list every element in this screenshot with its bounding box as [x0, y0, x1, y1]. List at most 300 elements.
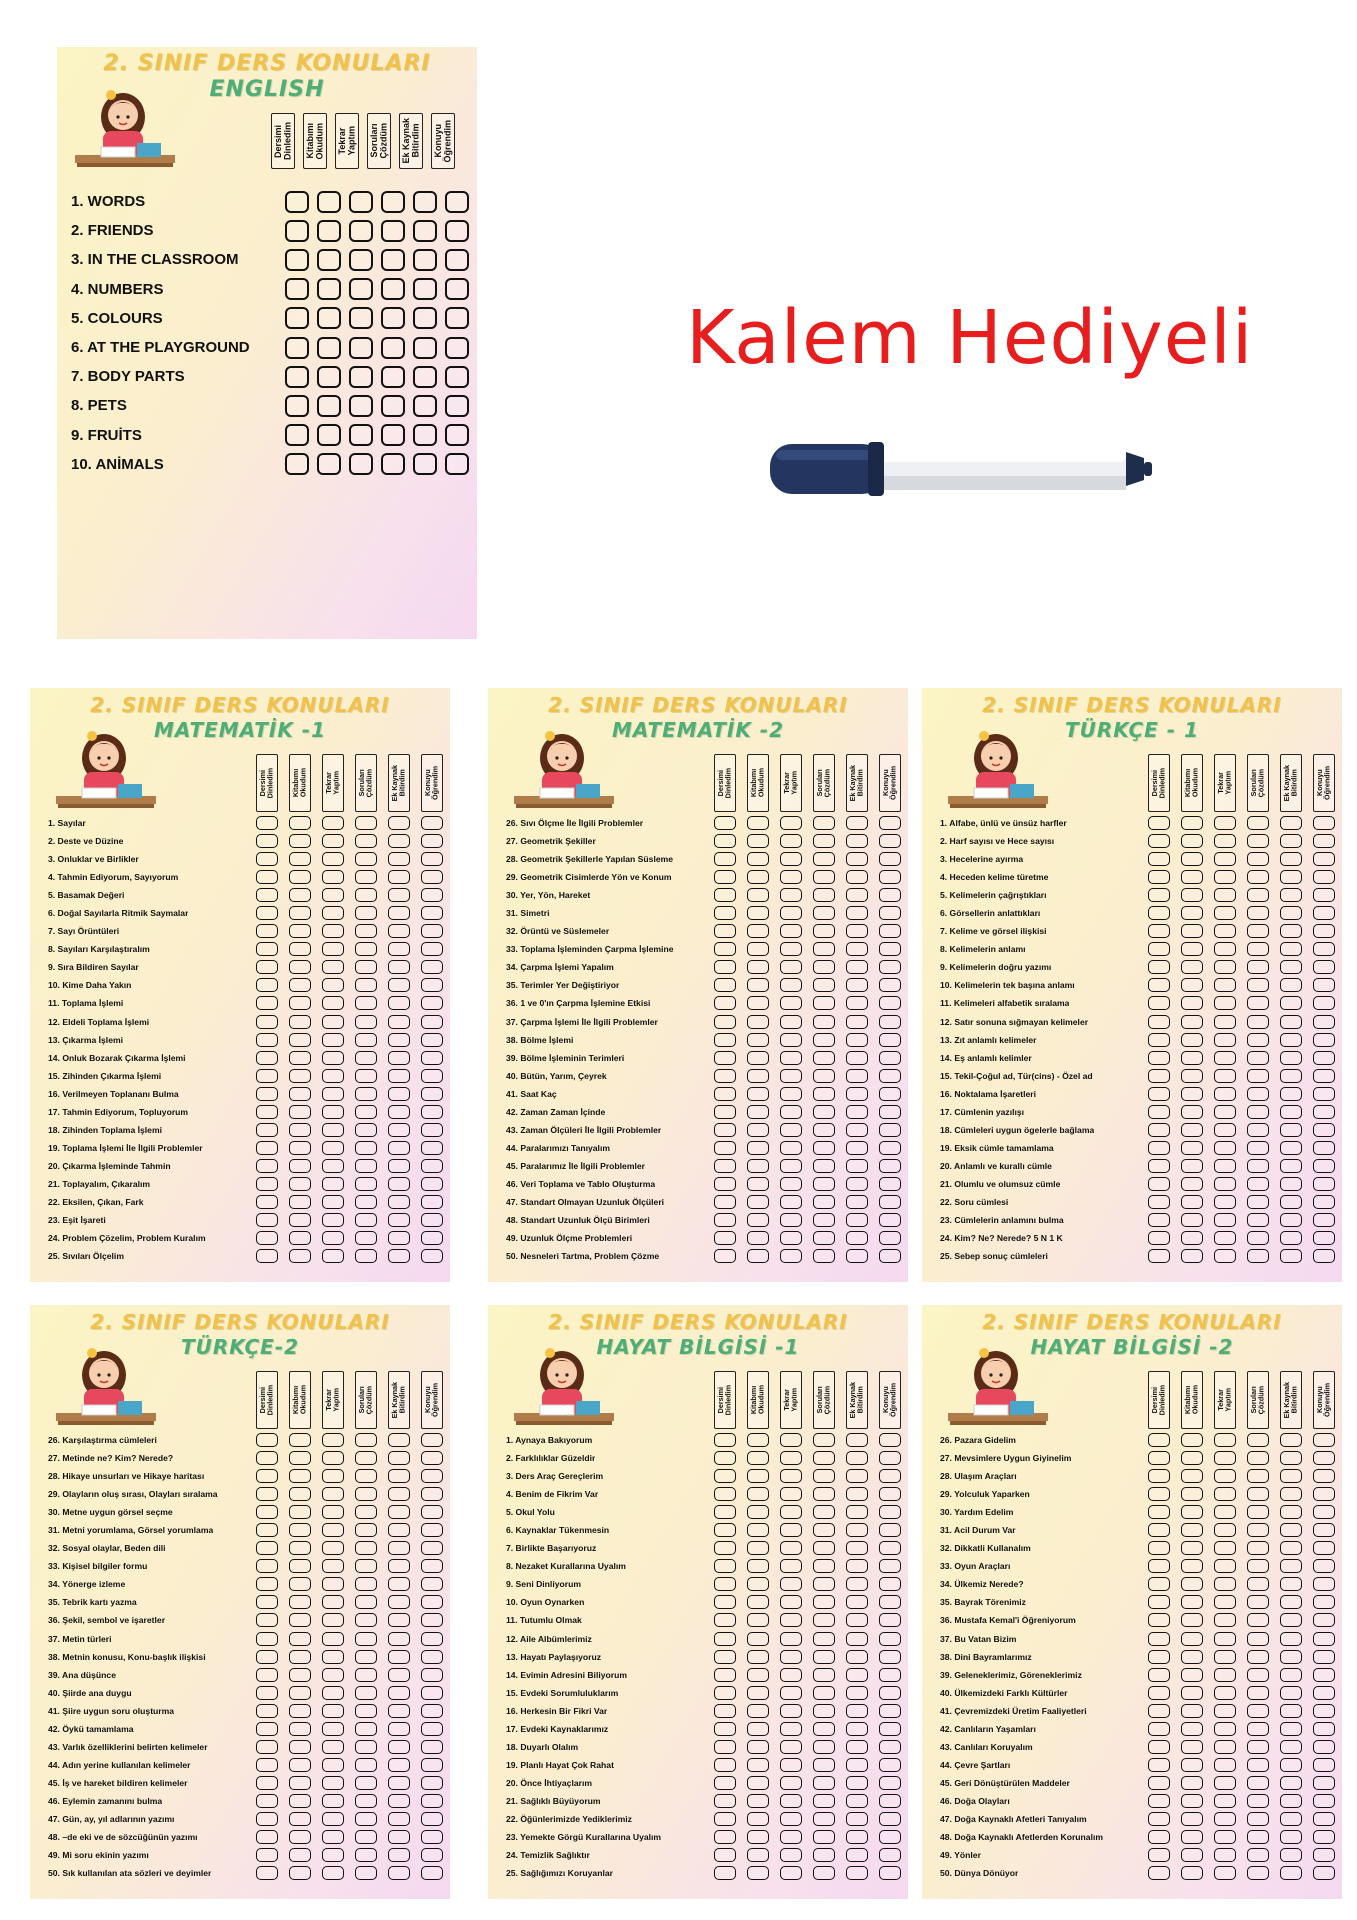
progress-checkbox[interactable]: [1148, 1123, 1170, 1137]
progress-checkbox[interactable]: [846, 1433, 868, 1447]
progress-checkbox[interactable]: [846, 1722, 868, 1736]
progress-checkbox[interactable]: [355, 1105, 377, 1119]
progress-checkbox[interactable]: [322, 1704, 344, 1718]
progress-checkbox[interactable]: [879, 1487, 901, 1501]
progress-checkbox[interactable]: [289, 1686, 311, 1700]
progress-checkbox[interactable]: [714, 1051, 736, 1065]
progress-checkbox[interactable]: [256, 1231, 278, 1245]
progress-checkbox[interactable]: [256, 816, 278, 830]
progress-checkbox[interactable]: [322, 960, 344, 974]
progress-checkbox[interactable]: [747, 1051, 769, 1065]
progress-checkbox[interactable]: [256, 1433, 278, 1447]
progress-checkbox[interactable]: [388, 834, 410, 848]
progress-checkbox[interactable]: [1313, 1613, 1335, 1627]
progress-checkbox[interactable]: [355, 1812, 377, 1826]
progress-checkbox[interactable]: [355, 1632, 377, 1646]
progress-checkbox[interactable]: [322, 1776, 344, 1790]
progress-checkbox[interactable]: [349, 307, 373, 329]
progress-checkbox[interactable]: [355, 888, 377, 902]
progress-checkbox[interactable]: [413, 453, 437, 475]
progress-checkbox[interactable]: [1247, 1451, 1269, 1465]
progress-checkbox[interactable]: [256, 1051, 278, 1065]
progress-checkbox[interactable]: [1247, 1177, 1269, 1191]
progress-checkbox[interactable]: [289, 1523, 311, 1537]
progress-checkbox[interactable]: [780, 1195, 802, 1209]
progress-checkbox[interactable]: [322, 1523, 344, 1537]
progress-checkbox[interactable]: [388, 1523, 410, 1537]
progress-checkbox[interactable]: [1148, 1740, 1170, 1754]
progress-checkbox[interactable]: [256, 1087, 278, 1101]
progress-checkbox[interactable]: [413, 395, 437, 417]
progress-checkbox[interactable]: [879, 1451, 901, 1465]
progress-checkbox[interactable]: [1247, 1087, 1269, 1101]
progress-checkbox[interactable]: [388, 942, 410, 956]
progress-checkbox[interactable]: [355, 1866, 377, 1880]
progress-checkbox[interactable]: [289, 978, 311, 992]
progress-checkbox[interactable]: [1280, 1087, 1302, 1101]
progress-checkbox[interactable]: [846, 1249, 868, 1263]
progress-checkbox[interactable]: [388, 1105, 410, 1119]
progress-checkbox[interactable]: [747, 1776, 769, 1790]
progress-checkbox[interactable]: [1280, 1195, 1302, 1209]
progress-checkbox[interactable]: [879, 1105, 901, 1119]
progress-checkbox[interactable]: [289, 1015, 311, 1029]
progress-checkbox[interactable]: [256, 1559, 278, 1573]
progress-checkbox[interactable]: [879, 1613, 901, 1627]
progress-checkbox[interactable]: [1313, 1469, 1335, 1483]
progress-checkbox[interactable]: [1313, 1487, 1335, 1501]
progress-checkbox[interactable]: [285, 366, 309, 388]
progress-checkbox[interactable]: [747, 1559, 769, 1573]
progress-checkbox[interactable]: [1313, 1830, 1335, 1844]
progress-checkbox[interactable]: [256, 942, 278, 956]
progress-checkbox[interactable]: [388, 816, 410, 830]
progress-checkbox[interactable]: [317, 424, 341, 446]
progress-checkbox[interactable]: [747, 1794, 769, 1808]
progress-checkbox[interactable]: [1313, 942, 1335, 956]
progress-checkbox[interactable]: [1280, 1740, 1302, 1754]
progress-checkbox[interactable]: [289, 1722, 311, 1736]
progress-checkbox[interactable]: [322, 1033, 344, 1047]
progress-checkbox[interactable]: [1247, 1051, 1269, 1065]
progress-checkbox[interactable]: [1214, 1704, 1236, 1718]
progress-checkbox[interactable]: [388, 1577, 410, 1591]
progress-checkbox[interactable]: [1214, 1469, 1236, 1483]
progress-checkbox[interactable]: [879, 1051, 901, 1065]
progress-checkbox[interactable]: [355, 870, 377, 884]
progress-checkbox[interactable]: [421, 1650, 443, 1664]
progress-checkbox[interactable]: [1313, 1650, 1335, 1664]
progress-checkbox[interactable]: [1181, 816, 1203, 830]
progress-checkbox[interactable]: [1181, 1505, 1203, 1519]
progress-checkbox[interactable]: [813, 1249, 835, 1263]
progress-checkbox[interactable]: [413, 191, 437, 213]
progress-checkbox[interactable]: [355, 924, 377, 938]
progress-checkbox[interactable]: [747, 1087, 769, 1101]
progress-checkbox[interactable]: [1280, 978, 1302, 992]
progress-checkbox[interactable]: [1280, 1812, 1302, 1826]
progress-checkbox[interactable]: [1214, 1866, 1236, 1880]
progress-checkbox[interactable]: [1148, 996, 1170, 1010]
progress-checkbox[interactable]: [1247, 1105, 1269, 1119]
progress-checkbox[interactable]: [747, 942, 769, 956]
progress-checkbox[interactable]: [355, 834, 377, 848]
progress-checkbox[interactable]: [1313, 978, 1335, 992]
progress-checkbox[interactable]: [1214, 1776, 1236, 1790]
progress-checkbox[interactable]: [289, 1812, 311, 1826]
progress-checkbox[interactable]: [1181, 1105, 1203, 1119]
progress-checkbox[interactable]: [289, 906, 311, 920]
progress-checkbox[interactable]: [879, 1595, 901, 1609]
progress-checkbox[interactable]: [813, 1848, 835, 1862]
progress-checkbox[interactable]: [1313, 1776, 1335, 1790]
progress-checkbox[interactable]: [445, 395, 469, 417]
progress-checkbox[interactable]: [388, 1722, 410, 1736]
progress-checkbox[interactable]: [780, 1848, 802, 1862]
progress-checkbox[interactable]: [846, 1213, 868, 1227]
progress-checkbox[interactable]: [322, 834, 344, 848]
progress-checkbox[interactable]: [879, 1523, 901, 1537]
progress-checkbox[interactable]: [1148, 1866, 1170, 1880]
progress-checkbox[interactable]: [1313, 1249, 1335, 1263]
progress-checkbox[interactable]: [1280, 1213, 1302, 1227]
progress-checkbox[interactable]: [1181, 1686, 1203, 1700]
progress-checkbox[interactable]: [879, 1213, 901, 1227]
progress-checkbox[interactable]: [322, 1069, 344, 1083]
progress-checkbox[interactable]: [256, 870, 278, 884]
progress-checkbox[interactable]: [846, 942, 868, 956]
progress-checkbox[interactable]: [813, 1069, 835, 1083]
progress-checkbox[interactable]: [714, 1668, 736, 1682]
progress-checkbox[interactable]: [1214, 1159, 1236, 1173]
progress-checkbox[interactable]: [747, 1758, 769, 1772]
progress-checkbox[interactable]: [388, 1559, 410, 1573]
progress-checkbox[interactable]: [1181, 1812, 1203, 1826]
progress-checkbox[interactable]: [445, 249, 469, 271]
progress-checkbox[interactable]: [813, 1794, 835, 1808]
progress-checkbox[interactable]: [1181, 1632, 1203, 1646]
progress-checkbox[interactable]: [846, 1069, 868, 1083]
progress-checkbox[interactable]: [388, 1087, 410, 1101]
progress-checkbox[interactable]: [780, 906, 802, 920]
progress-checkbox[interactable]: [1280, 888, 1302, 902]
progress-checkbox[interactable]: [747, 1177, 769, 1191]
progress-checkbox[interactable]: [879, 1159, 901, 1173]
progress-checkbox[interactable]: [1247, 1740, 1269, 1754]
progress-checkbox[interactable]: [846, 1487, 868, 1501]
progress-checkbox[interactable]: [1313, 1231, 1335, 1245]
progress-checkbox[interactable]: [256, 1159, 278, 1173]
progress-checkbox[interactable]: [747, 1740, 769, 1754]
progress-checkbox[interactable]: [879, 1231, 901, 1245]
progress-checkbox[interactable]: [355, 1613, 377, 1627]
progress-checkbox[interactable]: [846, 906, 868, 920]
progress-checkbox[interactable]: [1181, 906, 1203, 920]
progress-checkbox[interactable]: [846, 1195, 868, 1209]
progress-checkbox[interactable]: [421, 1848, 443, 1862]
progress-checkbox[interactable]: [1280, 1776, 1302, 1790]
progress-checkbox[interactable]: [1148, 1577, 1170, 1591]
progress-checkbox[interactable]: [813, 1632, 835, 1646]
progress-checkbox[interactable]: [846, 1686, 868, 1700]
progress-checkbox[interactable]: [388, 1613, 410, 1627]
progress-checkbox[interactable]: [780, 1069, 802, 1083]
progress-checkbox[interactable]: [1181, 924, 1203, 938]
progress-checkbox[interactable]: [1280, 1866, 1302, 1880]
progress-checkbox[interactable]: [846, 1794, 868, 1808]
progress-checkbox[interactable]: [355, 1686, 377, 1700]
progress-checkbox[interactable]: [388, 1249, 410, 1263]
progress-checkbox[interactable]: [1214, 1613, 1236, 1627]
progress-checkbox[interactable]: [256, 1015, 278, 1029]
progress-checkbox[interactable]: [1247, 1595, 1269, 1609]
progress-checkbox[interactable]: [388, 870, 410, 884]
progress-checkbox[interactable]: [813, 942, 835, 956]
progress-checkbox[interactable]: [256, 1704, 278, 1718]
progress-checkbox[interactable]: [256, 1541, 278, 1555]
progress-checkbox[interactable]: [1181, 1051, 1203, 1065]
progress-checkbox[interactable]: [355, 906, 377, 920]
progress-checkbox[interactable]: [317, 191, 341, 213]
progress-checkbox[interactable]: [289, 1758, 311, 1772]
progress-checkbox[interactable]: [1247, 996, 1269, 1010]
progress-checkbox[interactable]: [1247, 816, 1269, 830]
progress-checkbox[interactable]: [747, 1015, 769, 1029]
progress-checkbox[interactable]: [780, 1577, 802, 1591]
progress-checkbox[interactable]: [421, 1249, 443, 1263]
progress-checkbox[interactable]: [1181, 942, 1203, 956]
progress-checkbox[interactable]: [1181, 1469, 1203, 1483]
progress-checkbox[interactable]: [813, 1541, 835, 1555]
progress-checkbox[interactable]: [846, 1231, 868, 1245]
progress-checkbox[interactable]: [1313, 1758, 1335, 1772]
progress-checkbox[interactable]: [322, 1195, 344, 1209]
progress-checkbox[interactable]: [846, 924, 868, 938]
progress-checkbox[interactable]: [1148, 1051, 1170, 1065]
progress-checkbox[interactable]: [256, 1668, 278, 1682]
progress-checkbox[interactable]: [421, 960, 443, 974]
progress-checkbox[interactable]: [1280, 1231, 1302, 1245]
progress-checkbox[interactable]: [1181, 1704, 1203, 1718]
progress-checkbox[interactable]: [285, 307, 309, 329]
progress-checkbox[interactable]: [1181, 1577, 1203, 1591]
progress-checkbox[interactable]: [322, 1487, 344, 1501]
progress-checkbox[interactable]: [1247, 1686, 1269, 1700]
progress-checkbox[interactable]: [388, 1830, 410, 1844]
progress-checkbox[interactable]: [322, 1123, 344, 1137]
progress-checkbox[interactable]: [1313, 1213, 1335, 1227]
progress-checkbox[interactable]: [256, 1830, 278, 1844]
progress-checkbox[interactable]: [846, 1451, 868, 1465]
progress-checkbox[interactable]: [1214, 1487, 1236, 1501]
progress-checkbox[interactable]: [1148, 1794, 1170, 1808]
progress-checkbox[interactable]: [289, 1613, 311, 1627]
progress-checkbox[interactable]: [322, 816, 344, 830]
progress-checkbox[interactable]: [1148, 1231, 1170, 1245]
progress-checkbox[interactable]: [388, 1650, 410, 1664]
progress-checkbox[interactable]: [1148, 1758, 1170, 1772]
progress-checkbox[interactable]: [355, 1595, 377, 1609]
progress-checkbox[interactable]: [256, 1577, 278, 1591]
progress-checkbox[interactable]: [879, 1469, 901, 1483]
progress-checkbox[interactable]: [421, 834, 443, 848]
progress-checkbox[interactable]: [1181, 852, 1203, 866]
progress-checkbox[interactable]: [879, 906, 901, 920]
progress-checkbox[interactable]: [355, 1141, 377, 1155]
progress-checkbox[interactable]: [1148, 1249, 1170, 1263]
progress-checkbox[interactable]: [879, 960, 901, 974]
progress-checkbox[interactable]: [355, 1069, 377, 1083]
progress-checkbox[interactable]: [289, 1541, 311, 1555]
progress-checkbox[interactable]: [1313, 1195, 1335, 1209]
progress-checkbox[interactable]: [1148, 1451, 1170, 1465]
progress-checkbox[interactable]: [1247, 1033, 1269, 1047]
progress-checkbox[interactable]: [355, 1195, 377, 1209]
progress-checkbox[interactable]: [780, 1505, 802, 1519]
progress-checkbox[interactable]: [714, 1704, 736, 1718]
progress-checkbox[interactable]: [1148, 1776, 1170, 1790]
progress-checkbox[interactable]: [1280, 870, 1302, 884]
progress-checkbox[interactable]: [1181, 1033, 1203, 1047]
progress-checkbox[interactable]: [879, 870, 901, 884]
progress-checkbox[interactable]: [445, 366, 469, 388]
progress-checkbox[interactable]: [813, 888, 835, 902]
progress-checkbox[interactable]: [421, 1686, 443, 1700]
progress-checkbox[interactable]: [1280, 942, 1302, 956]
progress-checkbox[interactable]: [747, 1249, 769, 1263]
progress-checkbox[interactable]: [747, 1848, 769, 1862]
progress-checkbox[interactable]: [256, 1487, 278, 1501]
progress-checkbox[interactable]: [381, 453, 405, 475]
progress-checkbox[interactable]: [747, 1159, 769, 1173]
progress-checkbox[interactable]: [289, 1231, 311, 1245]
progress-checkbox[interactable]: [1181, 1159, 1203, 1173]
progress-checkbox[interactable]: [349, 337, 373, 359]
progress-checkbox[interactable]: [381, 307, 405, 329]
progress-checkbox[interactable]: [747, 1613, 769, 1627]
progress-checkbox[interactable]: [289, 888, 311, 902]
progress-checkbox[interactable]: [714, 924, 736, 938]
progress-checkbox[interactable]: [355, 1848, 377, 1862]
progress-checkbox[interactable]: [1280, 1541, 1302, 1555]
progress-checkbox[interactable]: [349, 366, 373, 388]
progress-checkbox[interactable]: [846, 1469, 868, 1483]
progress-checkbox[interactable]: [289, 1595, 311, 1609]
progress-checkbox[interactable]: [421, 1794, 443, 1808]
progress-checkbox[interactable]: [349, 191, 373, 213]
progress-checkbox[interactable]: [289, 942, 311, 956]
progress-checkbox[interactable]: [714, 1595, 736, 1609]
progress-checkbox[interactable]: [322, 1159, 344, 1173]
progress-checkbox[interactable]: [289, 1650, 311, 1664]
progress-checkbox[interactable]: [413, 307, 437, 329]
progress-checkbox[interactable]: [1181, 870, 1203, 884]
progress-checkbox[interactable]: [1148, 816, 1170, 830]
progress-checkbox[interactable]: [1214, 1830, 1236, 1844]
progress-checkbox[interactable]: [285, 453, 309, 475]
progress-checkbox[interactable]: [813, 1051, 835, 1065]
progress-checkbox[interactable]: [322, 1686, 344, 1700]
progress-checkbox[interactable]: [1214, 1668, 1236, 1682]
progress-checkbox[interactable]: [285, 220, 309, 242]
progress-checkbox[interactable]: [285, 395, 309, 417]
progress-checkbox[interactable]: [747, 1105, 769, 1119]
progress-checkbox[interactable]: [714, 942, 736, 956]
progress-checkbox[interactable]: [1280, 1794, 1302, 1808]
progress-checkbox[interactable]: [388, 1866, 410, 1880]
progress-checkbox[interactable]: [747, 1069, 769, 1083]
progress-checkbox[interactable]: [1148, 1505, 1170, 1519]
progress-checkbox[interactable]: [1148, 1686, 1170, 1700]
progress-checkbox[interactable]: [714, 1740, 736, 1754]
progress-checkbox[interactable]: [289, 1051, 311, 1065]
progress-checkbox[interactable]: [747, 1866, 769, 1880]
progress-checkbox[interactable]: [388, 1668, 410, 1682]
progress-checkbox[interactable]: [879, 1033, 901, 1047]
progress-checkbox[interactable]: [813, 1159, 835, 1173]
progress-checkbox[interactable]: [1247, 1487, 1269, 1501]
progress-checkbox[interactable]: [1181, 978, 1203, 992]
progress-checkbox[interactable]: [322, 1249, 344, 1263]
progress-checkbox[interactable]: [1148, 870, 1170, 884]
progress-checkbox[interactable]: [388, 906, 410, 920]
progress-checkbox[interactable]: [421, 870, 443, 884]
progress-checkbox[interactable]: [355, 1668, 377, 1682]
progress-checkbox[interactable]: [285, 278, 309, 300]
progress-checkbox[interactable]: [714, 1812, 736, 1826]
progress-checkbox[interactable]: [846, 1523, 868, 1537]
progress-checkbox[interactable]: [388, 1177, 410, 1191]
progress-checkbox[interactable]: [1247, 942, 1269, 956]
progress-checkbox[interactable]: [355, 1051, 377, 1065]
progress-checkbox[interactable]: [1313, 960, 1335, 974]
progress-checkbox[interactable]: [780, 1523, 802, 1537]
progress-checkbox[interactable]: [355, 1830, 377, 1844]
progress-checkbox[interactable]: [714, 1123, 736, 1137]
progress-checkbox[interactable]: [1280, 1069, 1302, 1083]
progress-checkbox[interactable]: [1313, 1141, 1335, 1155]
progress-checkbox[interactable]: [813, 870, 835, 884]
progress-checkbox[interactable]: [813, 1433, 835, 1447]
progress-checkbox[interactable]: [879, 834, 901, 848]
progress-checkbox[interactable]: [879, 1505, 901, 1519]
progress-checkbox[interactable]: [1313, 1087, 1335, 1101]
progress-checkbox[interactable]: [388, 1469, 410, 1483]
progress-checkbox[interactable]: [1247, 924, 1269, 938]
progress-checkbox[interactable]: [421, 1830, 443, 1844]
progress-checkbox[interactable]: [289, 1776, 311, 1790]
progress-checkbox[interactable]: [1313, 816, 1335, 830]
progress-checkbox[interactable]: [846, 1758, 868, 1772]
progress-checkbox[interactable]: [1280, 1141, 1302, 1155]
progress-checkbox[interactable]: [1181, 1613, 1203, 1627]
progress-checkbox[interactable]: [846, 852, 868, 866]
progress-checkbox[interactable]: [780, 1231, 802, 1245]
progress-checkbox[interactable]: [322, 1433, 344, 1447]
progress-checkbox[interactable]: [421, 1523, 443, 1537]
progress-checkbox[interactable]: [388, 1505, 410, 1519]
progress-checkbox[interactable]: [714, 996, 736, 1010]
progress-checkbox[interactable]: [1280, 996, 1302, 1010]
progress-checkbox[interactable]: [846, 1613, 868, 1627]
progress-checkbox[interactable]: [388, 1213, 410, 1227]
progress-checkbox[interactable]: [322, 1177, 344, 1191]
progress-checkbox[interactable]: [747, 1650, 769, 1664]
progress-checkbox[interactable]: [388, 1195, 410, 1209]
progress-checkbox[interactable]: [1181, 1123, 1203, 1137]
progress-checkbox[interactable]: [388, 852, 410, 866]
progress-checkbox[interactable]: [322, 1087, 344, 1101]
